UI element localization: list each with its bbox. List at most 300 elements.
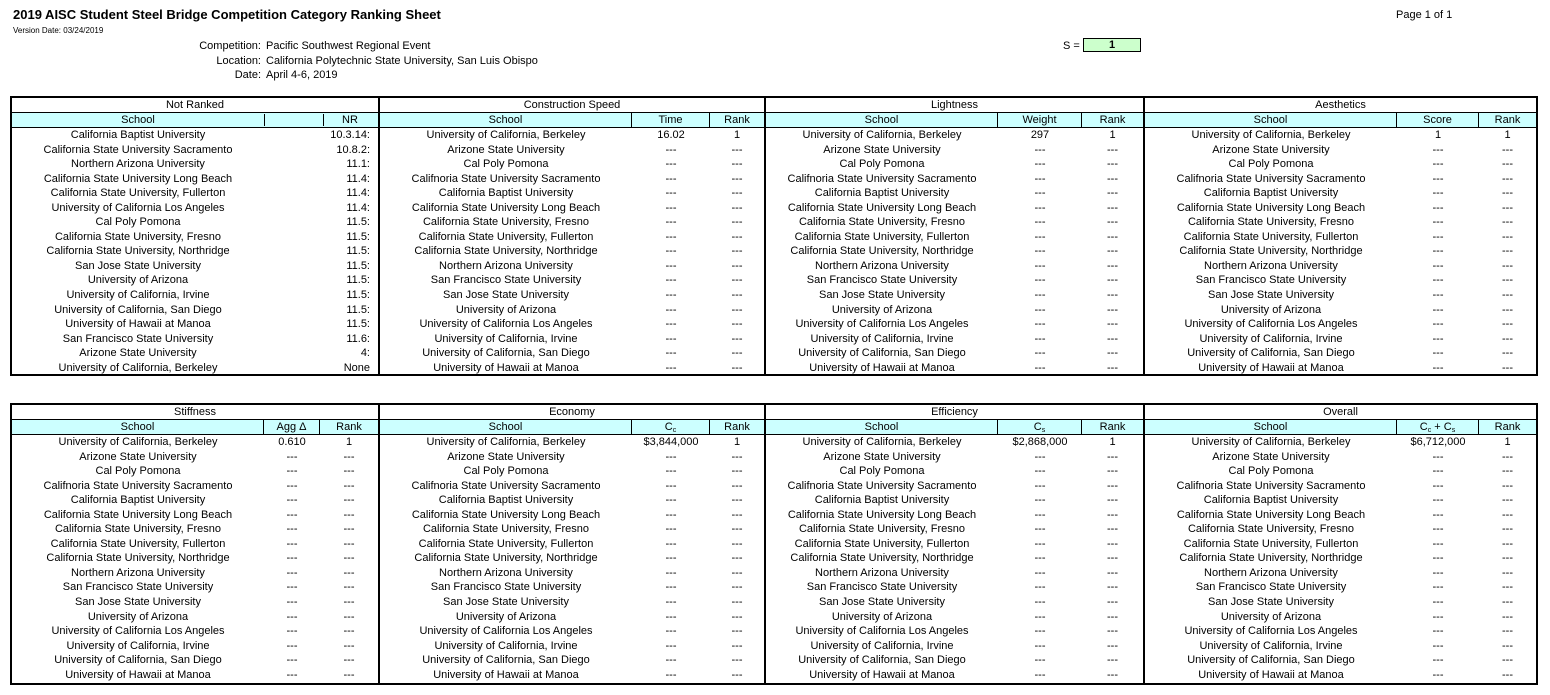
rank-cell: 1 [1504,436,1511,448]
table-row [12,215,378,230]
table-row [1145,595,1536,610]
value-cell: --- [665,625,677,638]
school-cell: Northern Arizona University [1204,259,1338,272]
nr-cell: 11.5: [346,245,370,258]
value-cell: --- [1432,552,1444,565]
rank-cell: --- [731,537,743,550]
header-value [998,420,1082,434]
section-construction-speed [378,98,764,374]
school-cell: University of California, San Diego [1187,347,1355,360]
blank-cell [264,215,324,230]
value-cell: --- [1432,259,1444,272]
value-cell: --- [1034,318,1046,331]
school-cell: California State University, Northridge [414,245,598,258]
table-row [766,551,1143,566]
value-cell: --- [1034,494,1046,507]
blank-cell [264,259,324,274]
table-row [766,346,1143,361]
value-cell: --- [665,508,677,521]
table-row [12,537,378,552]
rank-cell: --- [343,668,355,681]
rank-cell: --- [1107,274,1118,287]
school-cell: University of California, Berkeley [426,436,586,448]
school-cell: San Jose State University [819,289,945,302]
header-blank-cell [264,114,324,126]
school-cell: California State University, Fresno [1187,523,1355,536]
value-cell: --- [665,187,677,200]
value-cell: --- [1432,537,1444,550]
school-cell: San Francisco State University [62,332,214,345]
rank-cell: --- [1107,625,1118,638]
rank-cell: --- [1107,494,1118,507]
header-nr: NR [342,114,358,126]
rank-cell: --- [1502,259,1513,272]
table-row [766,273,1143,288]
value-cell: --- [286,494,298,507]
table-row [12,332,378,347]
header-school: School [766,113,998,127]
nr-cell: 11.5: [346,230,370,243]
table-row [380,537,764,552]
table-row [766,244,1143,259]
value-cell: --- [286,610,298,623]
rank-cell: --- [731,523,743,536]
table-row [1145,479,1536,494]
school-cell: California State University Long Beach [43,172,233,185]
school-cell: University of California, Irvine [810,639,954,652]
value-cell: --- [665,259,677,272]
school-cell: California State University, Northridge [46,245,230,258]
rank-cell: --- [731,347,743,360]
blank-cell [264,186,324,201]
value-cell: --- [1034,259,1046,272]
nr-cell: None [343,361,370,374]
rank-cell: --- [1502,552,1513,565]
header-value [1397,420,1479,434]
school-cell: California State University, Fresno [1187,216,1355,229]
rank-cell: --- [1107,523,1118,536]
value-cell: --- [1432,158,1444,171]
table-row [766,580,1143,595]
school-cell: University of California, Irvine [66,289,210,302]
table-row [12,317,378,332]
table-row [380,566,764,581]
competition-value: Pacific Southwest Regional Event [266,40,431,52]
rank-cell: 1 [733,129,741,141]
rank-cell: --- [1107,259,1118,272]
table-row [1145,317,1536,332]
s-value-cell[interactable]: 1 [1083,38,1141,52]
header-row [380,113,764,128]
value-cell: --- [1432,596,1444,609]
table-row [12,346,378,361]
table-row [766,288,1143,303]
school-cell: California State University, Fullerton [50,537,226,550]
school-cell: University of California, San Diego [798,347,966,360]
value-cell: --- [665,172,677,185]
table-row [766,215,1143,230]
school-cell: California State University Long Beach [787,201,977,214]
table-row [766,128,1143,143]
blank-cell [264,317,324,332]
rank-cell: --- [343,494,355,507]
table-row [380,595,764,610]
value-cell: --- [665,610,677,623]
value-cell: --- [665,596,677,609]
rank-cell: --- [731,465,743,478]
rank-cell: 1 [1504,129,1511,141]
school-cell: Northern Arizona University [815,566,949,579]
rank-cell: --- [343,450,355,463]
blank-cell [264,143,324,158]
value-cell: --- [665,494,677,507]
table-row [1145,361,1536,376]
table-row [380,639,764,654]
value-cell: --- [665,143,677,156]
school-cell: University of Hawaii at Manoa [433,668,579,681]
rank-cell: --- [343,479,355,492]
table-row [12,653,378,668]
table-row [1145,128,1536,143]
table-row [380,259,764,274]
value-cell: --- [1432,479,1444,492]
value-cell: --- [1432,187,1444,200]
table-row [380,317,764,332]
rank-cell: --- [1107,332,1118,345]
rank-cell: --- [1107,508,1118,521]
table-row [1145,273,1536,288]
table-row [1145,566,1536,581]
value-cell: --- [286,552,298,565]
header-rank: Rank [724,421,750,433]
table-row [12,157,378,172]
meta-labels [150,39,261,83]
school-cell: University of California, Berkeley [802,129,962,141]
header-value [632,420,710,434]
value-cell: --- [1034,596,1046,609]
rank-cell: --- [731,289,743,302]
competition-label: Competition: [199,40,261,52]
section-title: Aesthetics [1145,98,1536,113]
value-cell: --- [1034,289,1046,302]
rank-cell: --- [343,523,355,536]
rank-cell: 1 [345,436,353,448]
table-row [1145,508,1536,523]
rank-cell: --- [1502,289,1513,302]
school-cell: University of Arizona [87,610,189,623]
section-efficiency [764,405,1143,683]
location-label: Location: [216,54,261,67]
school-cell: San Francisco State University [806,581,958,594]
header-row [1145,420,1536,435]
school-cell: California State University, Northridge [1179,552,1363,565]
table-row [1145,288,1536,303]
school-cell: University of California, San Diego [422,654,590,667]
value-cell: --- [665,289,677,302]
value-cell: --- [1034,654,1046,667]
value-cell: --- [1034,143,1046,156]
header-value-sub: s [1041,427,1046,434]
value-cell: --- [665,216,677,229]
rank-cell: --- [731,450,743,463]
school-cell: University of California, San Diego [54,303,222,316]
value-cell: --- [1432,245,1444,258]
value-cell: 0.610 [278,436,306,448]
rank-cell: --- [1502,201,1513,214]
value-cell: --- [1034,450,1046,463]
table-row [12,361,378,376]
rank-cell: --- [1502,361,1513,374]
school-cell: California State University Long Beach [787,508,977,521]
value-cell: --- [665,318,677,331]
rank-cell: --- [731,625,743,638]
header-row [12,420,378,435]
blank-cell [264,288,324,303]
value-cell: --- [665,668,677,681]
rank-cell: --- [731,581,743,594]
header-rank: Rank [1494,421,1521,433]
meta-values [266,39,538,83]
value-cell: --- [665,230,677,243]
school-cell: California Baptist University [438,494,574,507]
table-row [12,668,378,683]
school-cell: Arizone State University [447,143,565,156]
rank-cell: --- [1502,318,1513,331]
table-row [766,610,1143,625]
school-cell: University of Hawaii at Manoa [1198,361,1344,374]
nr-cell: 11.4: [346,187,370,200]
blank-cell [264,201,324,216]
school-cell: University of California, San Diego [1187,654,1355,667]
value-cell: --- [286,450,298,463]
table-row [766,332,1143,347]
table-row [12,172,378,187]
school-cell: California Baptist University [814,494,950,507]
school-cell: University of Hawaii at Manoa [809,361,955,374]
nr-cell: 11.4: [346,201,370,214]
rank-cell: --- [1107,143,1118,156]
rank-cell: --- [1107,187,1118,200]
school-cell: University of California Los Angeles [51,201,225,214]
value-cell: --- [665,639,677,652]
school-cell: San Jose State University [819,596,945,609]
school-cell: Califnoria State University Sacramento [1176,172,1366,185]
school-cell: California State University, Fresno [54,523,222,536]
header-rank: Rank [1494,114,1521,126]
school-cell: California State University Sacramento [43,143,233,156]
nr-cell: 11.1: [346,158,370,171]
value-cell: --- [1432,450,1444,463]
table-row [12,259,378,274]
school-cell: Northern Arizona University [439,566,573,579]
value-cell: --- [1432,172,1444,185]
table-row [1145,450,1536,465]
value-cell: --- [286,581,298,594]
table-row [766,537,1143,552]
page-indicator: Page 1 of 1 [1396,9,1453,21]
rank-cell: --- [1107,566,1118,579]
school-cell: Northern Arizona University [439,259,573,272]
value-cell: --- [1034,361,1046,374]
rank-cell: --- [731,245,743,258]
school-cell: California State University, Fullerton [794,230,970,243]
table-row [1145,537,1536,552]
rank-cell: --- [1107,450,1118,463]
nr-cell: 11.5: [346,318,370,331]
table-row [380,346,764,361]
table-row [1145,143,1536,158]
school-cell: Cal Poly Pomona [1228,158,1314,171]
table-row [380,479,764,494]
value-cell: --- [1432,639,1444,652]
value-cell: --- [665,361,677,374]
nr-cell: 11.5: [346,216,370,229]
value-cell: --- [1034,274,1046,287]
school-cell: Northern Arizona University [815,259,949,272]
rank-cell: --- [1502,508,1513,521]
school-cell: University of Hawaii at Manoa [65,668,211,681]
school-cell: Arizone State University [79,347,197,360]
rank-cell: --- [731,259,743,272]
top-ranking-block [10,96,1538,376]
school-cell: California State University, Fullerton [418,537,594,550]
school-cell: University of Hawaii at Manoa [433,361,579,374]
value-cell: --- [1432,143,1444,156]
blank-cell [264,230,324,245]
school-cell: University of Hawaii at Manoa [65,318,211,331]
rank-cell: --- [731,566,743,579]
rank-cell: --- [1107,303,1118,316]
rank-cell: --- [731,361,743,374]
school-cell: University of California, Irvine [434,332,578,345]
table-row [1145,332,1536,347]
school-cell: California State University, Fresno [798,216,966,229]
rank-cell: --- [731,303,743,316]
school-cell: Arizone State University [79,450,197,463]
header-school: School [380,420,632,434]
rank-cell: --- [1107,318,1118,331]
value-cell: --- [1432,289,1444,302]
value-cell: --- [1432,625,1444,638]
header-value: Time [632,113,710,127]
table-row [766,595,1143,610]
school-cell: Califnoria State University Sacramento [787,172,977,185]
school-cell: University of Arizona [831,303,933,316]
school-cell: Arizone State University [1212,143,1330,156]
rank-cell: --- [343,537,355,550]
rank-cell: --- [1502,187,1513,200]
value-cell: --- [1432,274,1444,287]
value-cell: --- [665,303,677,316]
value-cell: --- [1034,625,1046,638]
header-school: School [121,114,155,126]
rank-cell: --- [1502,581,1513,594]
table-row [12,551,378,566]
school-cell: University of California, San Diego [54,654,222,667]
school-cell: San Jose State University [75,259,201,272]
table-row [766,479,1143,494]
date-value: April 4-6, 2019 [266,69,338,81]
section-title: Construction Speed [380,98,764,113]
version-date: Version Date: 03/24/2019 [13,26,104,35]
table-row [380,435,764,450]
value-cell: --- [286,625,298,638]
table-row [12,508,378,523]
school-cell: Califnoria State University Sacramento [411,479,601,492]
school-cell: California State University Long Beach [43,508,233,521]
rank-cell: --- [731,201,743,214]
school-cell: Arizone State University [823,450,941,463]
rank-cell: --- [731,494,743,507]
school-cell: University of Arizona [1220,610,1322,623]
rank-cell: --- [731,668,743,681]
table-row [766,435,1143,450]
table-row [766,317,1143,332]
school-cell: University of Hawaii at Manoa [809,668,955,681]
table-row [380,332,764,347]
table-row [12,186,378,201]
value-cell: --- [1034,347,1046,360]
value-cell: --- [1034,668,1046,681]
rank-cell: --- [343,566,355,579]
rank-cell: --- [731,479,743,492]
value-cell: --- [1034,303,1046,316]
rank-cell: 1 [1109,436,1116,448]
rank-cell: --- [1107,158,1118,171]
blank-cell [264,361,324,376]
blank-cell [264,128,324,143]
school-cell: University of California, San Diego [798,654,966,667]
header-row [12,113,378,128]
nr-cell: 10.8.2: [336,143,370,156]
value-cell: --- [665,523,677,536]
rank-cell: --- [1502,245,1513,258]
value-cell: 297 [1030,129,1050,141]
section-economy [378,405,764,683]
school-cell: California State University, Northridge [790,245,974,258]
rank-cell: --- [1502,158,1513,171]
rank-cell: --- [1502,479,1513,492]
section-overall [1143,405,1536,683]
rank-cell: --- [1502,303,1513,316]
header-value-main: C [1033,421,1042,433]
school-cell: University of California, Irvine [1199,332,1343,345]
school-cell: University of Arizona [1220,303,1322,316]
table-row [766,157,1143,172]
school-cell: San Francisco State University [806,274,958,287]
rank-cell: --- [1502,274,1513,287]
table-row [1145,580,1536,595]
table-row [380,128,764,143]
rank-cell: --- [731,332,743,345]
school-cell: California State University Long Beach [1176,201,1366,214]
value-cell: --- [286,596,298,609]
section-title: Lightness [766,98,1143,113]
school-cell: Northern Arizona University [1204,566,1338,579]
school-cell: Califnoria State University Sacramento [411,172,601,185]
school-cell: California State University, Fresno [422,216,590,229]
value-cell: 1 [1434,129,1442,141]
value-cell: --- [1432,581,1444,594]
school-cell: California State University, Fullerton [794,537,970,550]
header-row [766,113,1143,128]
table-row [12,244,378,259]
header-rank: Rank [336,421,362,433]
school-cell: University of California Los Angeles [1184,625,1358,638]
table-row [12,128,378,143]
table-row [1145,157,1536,172]
value-cell: --- [665,465,677,478]
